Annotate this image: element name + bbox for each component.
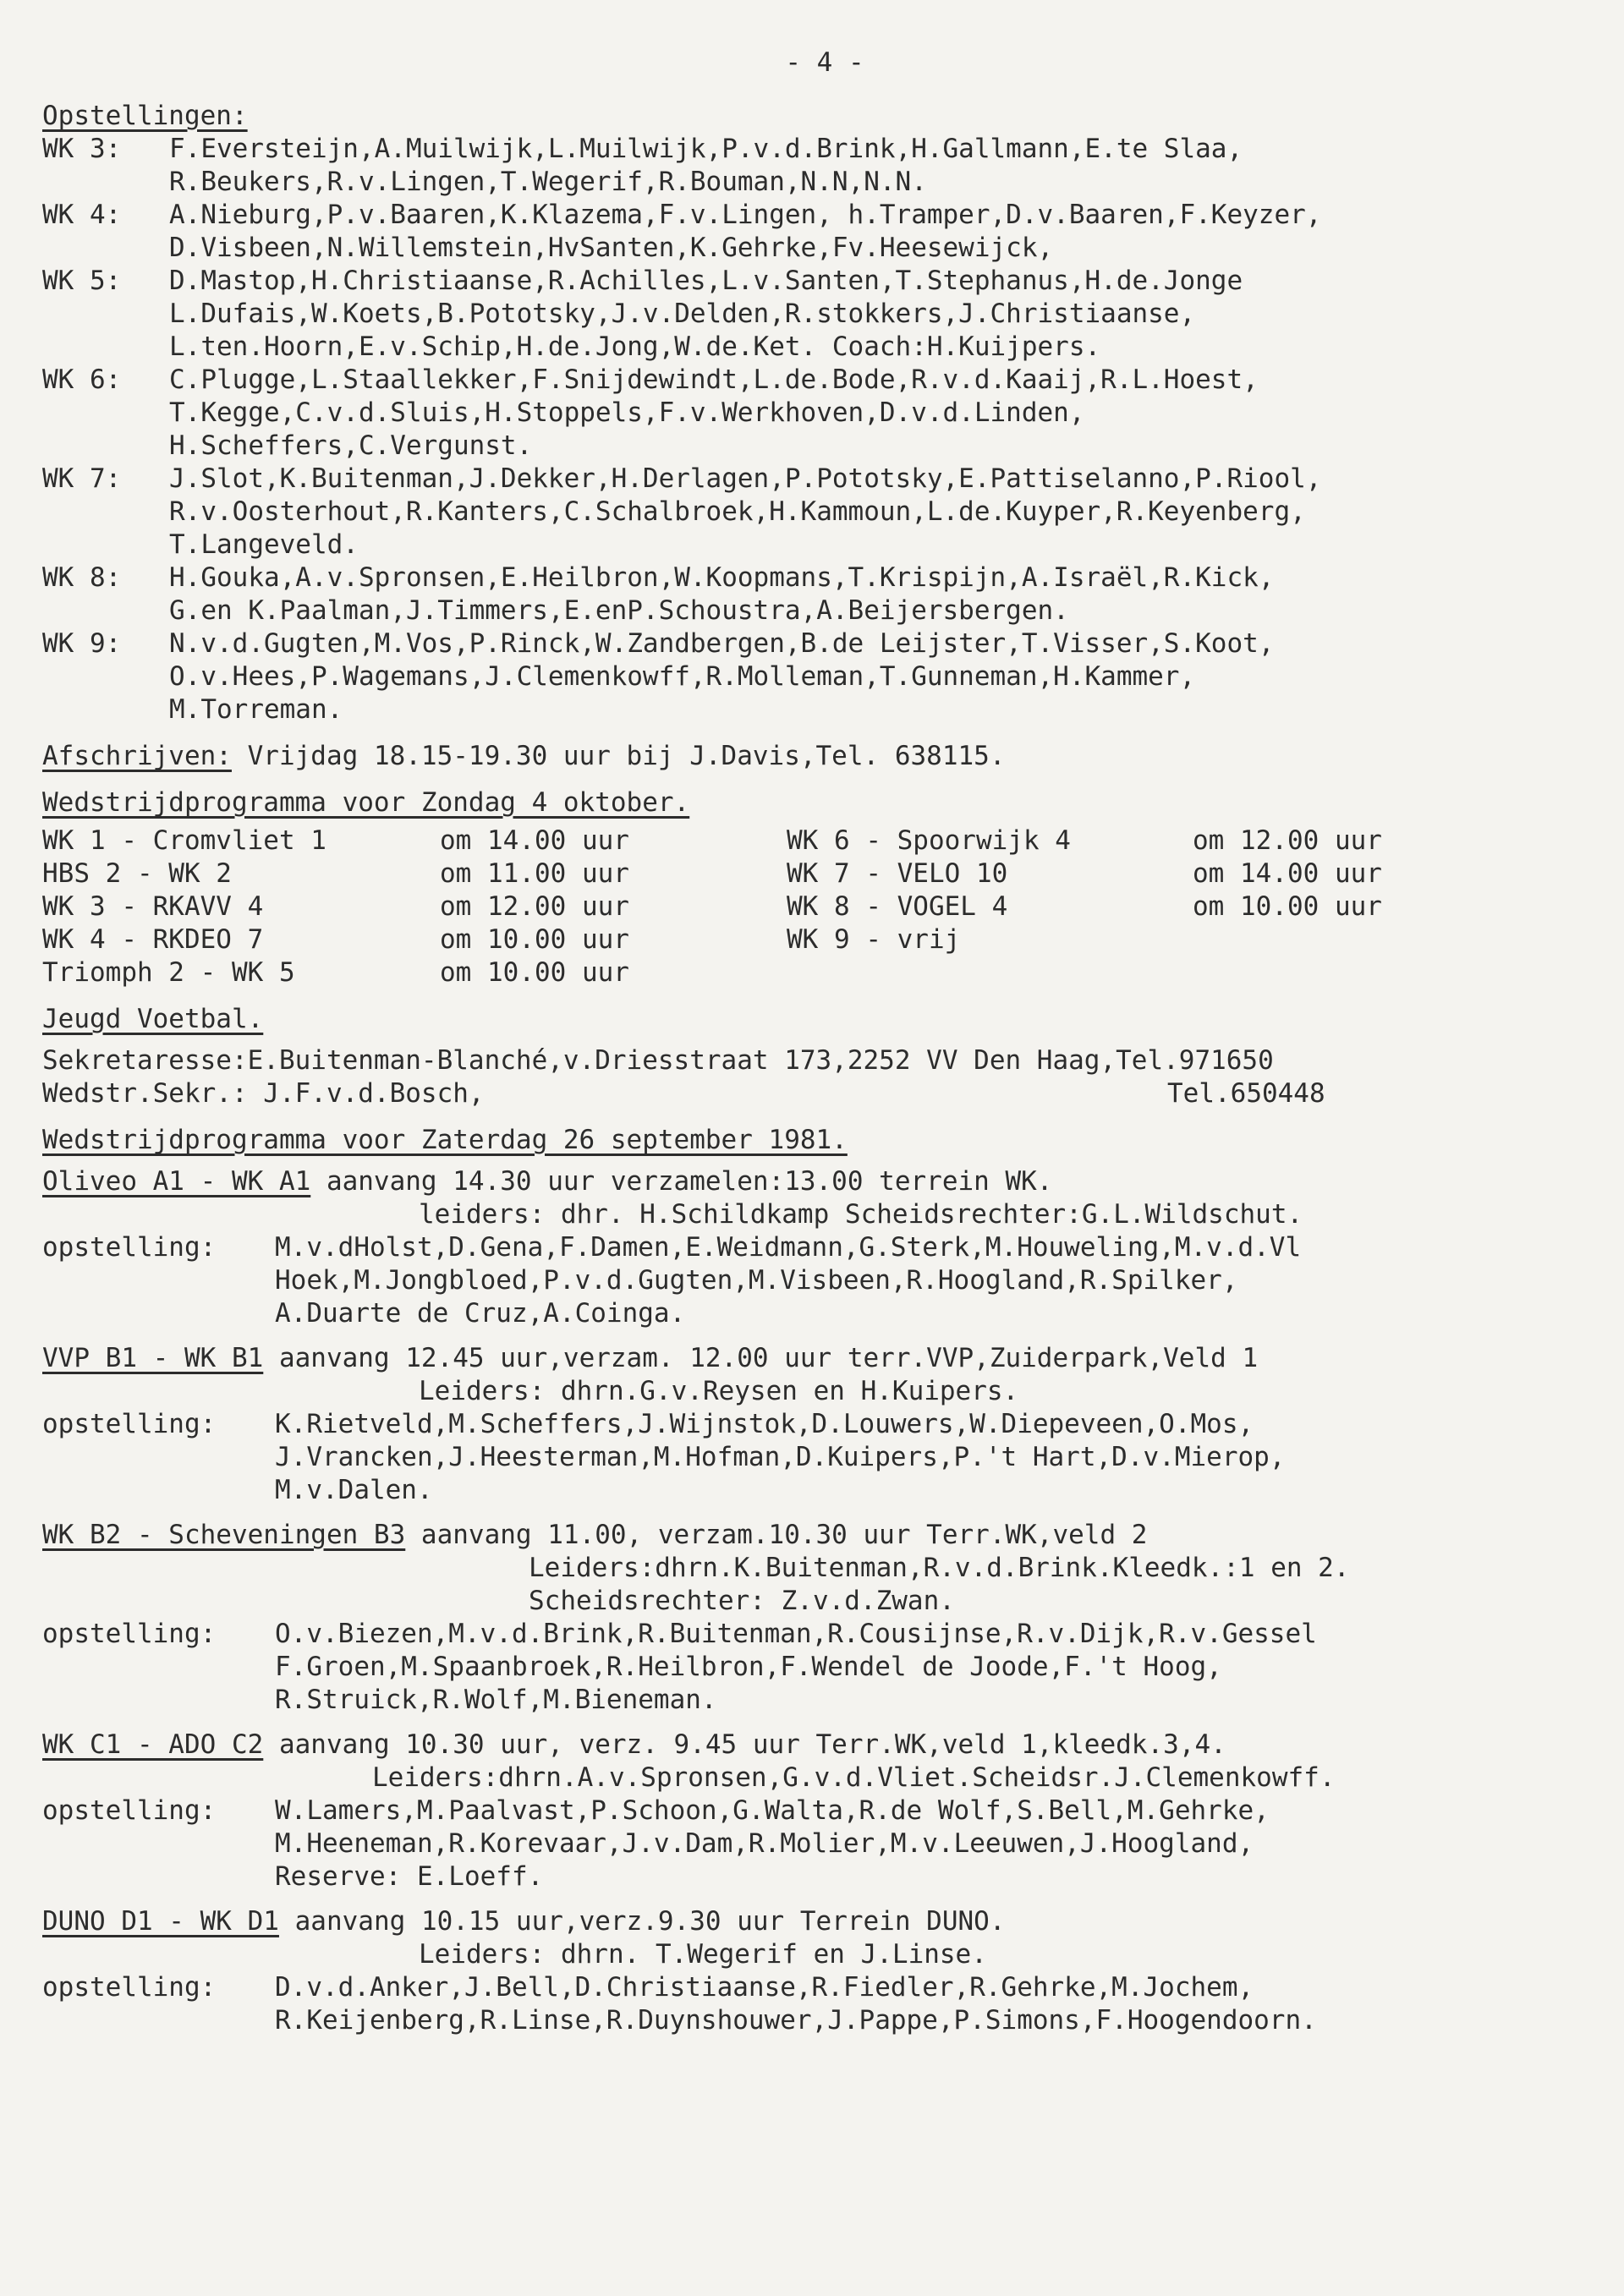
team-players <box>169 133 1607 199</box>
spacer <box>42 1717 1607 1729</box>
youth-match-info: aanvang 12.45 uur,verzam. 12.00 uur terr.VVP,Zuiderpark,Veld 1 <box>263 1343 1259 1373</box>
player-line: D.v.d.Anker,J.Bell,D.Christiaanse,R.Fiedler,R.Gehrke,M.Jochem, <box>275 1972 1254 2003</box>
fixture-row <box>787 890 1382 923</box>
youth-match-info: aanvang 10.15 uur,verz.9.30 uur Terrein DUNO. <box>278 1906 1006 1937</box>
fixture-time: om 14.00 uur <box>1193 858 1382 889</box>
player-line: L.Dufais,W.Koets,B.Pototsky,J.v.Delden,R.stokkers,J.Christiaanse, <box>169 299 1196 329</box>
senior-program-right-column <box>787 825 1382 989</box>
player-line: A.Nieburg,P.v.Baaren,K.Klazema,F.v.Lingen, h.Tramper,D.v.Baaren,F.Keyzer, <box>169 200 1322 230</box>
youth-match-block <box>42 1717 1607 1893</box>
youth-match-info: aanvang 10.30 uur, verz. 9.45 uur Terr.WK,veld 1,kleedk.3,4. <box>263 1729 1226 1760</box>
youth-match-teams: Oliveo A1 - WK A1 <box>42 1166 311 1197</box>
fixture-row <box>42 923 787 956</box>
jeugd-secretary-line: Sekretaresse:E.Buitenman-Blanché,v.Driesstraat 173,2252 VV Den Haag,Tel.971650 <box>42 1045 1274 1076</box>
team-players <box>169 265 1607 364</box>
youth-match-header <box>42 1342 1607 1375</box>
youth-lineup <box>42 1618 1607 1717</box>
team-lineup <box>42 199 1607 265</box>
youth-matches <box>42 1165 1607 2037</box>
youth-lineup <box>42 1971 1607 2037</box>
team-label: WK 4: <box>42 200 122 230</box>
fixture-teams: Triomph 2 - WK 5 <box>42 957 295 988</box>
player-line: J.Slot,K.Buitenman,J.Dekker,H.Derlagen,P.Pototsky,E.Pattiselanno,P.Riool, <box>169 463 1322 494</box>
youth-players <box>275 1795 1607 1893</box>
youth-match-officials: Scheidsrechter: Z.v.d.Zwan. <box>529 1586 955 1616</box>
youth-match-officials: Leiders: dhrn. T.Wegerif en J.Linse. <box>419 1939 987 1970</box>
fixture-teams: WK 3 - RKAVV 4 <box>42 891 264 922</box>
youth-match-teams: WK C1 - ADO C2 <box>42 1729 264 1760</box>
youth-players <box>275 1408 1607 1507</box>
fixture-teams: WK 4 - RKDEO 7 <box>42 924 264 955</box>
opstelling-label: opstelling: <box>42 1795 217 1826</box>
player-line: R.Struick,R.Wolf,M.Bieneman. <box>275 1685 717 1715</box>
youth-match-header <box>42 1729 1607 1762</box>
youth-match-header <box>42 1905 1607 1938</box>
youth-lineup <box>42 1408 1607 1507</box>
team-label: WK 3: <box>42 134 122 164</box>
team-lineup <box>42 133 1607 199</box>
fixture-time: om 10.00 uur <box>440 957 629 988</box>
fixture-row <box>787 858 1382 890</box>
opstelling-label: opstelling: <box>42 1619 217 1649</box>
fixture-teams: WK 9 - vrij <box>787 924 961 955</box>
team-label: WK 9: <box>42 628 122 659</box>
document-page <box>42 47 1607 2037</box>
fixture-time: om 11.00 uur <box>440 858 629 889</box>
player-line: F.Groen,M.Spaanbroek,R.Heilbron,F.Wendel de Joode,F.'t Hoog, <box>275 1652 1222 1682</box>
youth-lineup <box>42 1231 1607 1330</box>
team-players <box>169 562 1607 627</box>
player-line: M.v.Dalen. <box>275 1475 433 1505</box>
fixture-row <box>787 825 1382 858</box>
youth-match-teams: DUNO D1 - WK D1 <box>42 1906 279 1937</box>
player-line: K.Rietveld,M.Scheffers,J.Wijnstok,D.Louwers,W.Diepeveen,O.Mos, <box>275 1409 1254 1439</box>
team-lineup <box>42 562 1607 627</box>
fixture-time: om 12.00 uur <box>440 891 629 922</box>
youth-match-block <box>42 1330 1607 1507</box>
team-players <box>169 463 1607 562</box>
opstelling-label: opstelling: <box>42 1232 217 1263</box>
fixture-teams: WK 1 - Cromvliet 1 <box>42 825 326 856</box>
spacer <box>42 1507 1607 1519</box>
youth-players <box>275 1231 1607 1330</box>
player-line: R.v.Oosterhout,R.Kanters,C.Schalbroek,H.Kammoun,L.de.Kuyper,R.Keyenberg, <box>169 496 1306 527</box>
youth-match-info: aanvang 11.00, verzam.10.30 uur Terr.WK,veld 2 <box>405 1520 1148 1550</box>
fixture-teams: WK 8 - VOGEL 4 <box>787 891 1008 922</box>
youth-match-info: aanvang 14.30 uur verzamelen:13.00 terrein WK. <box>310 1166 1053 1197</box>
player-line: M.Heeneman,R.Korevaar,J.v.Dam,R.Molier,M.v.Leeuwen,J.Hoogland, <box>275 1828 1254 1859</box>
senior-program-table <box>42 825 1607 989</box>
senior-program-heading: Wedstrijdprogramma voor Zondag 4 oktober. <box>42 787 690 818</box>
spacer <box>42 1893 1607 1905</box>
player-line: Hoek,M.Jongbloed,P.v.d.Gugten,M.Visbeen,R.Hoogland,R.Spilker, <box>275 1265 1238 1296</box>
afschrijven-text: Vrijdag 18.15-19.30 uur bij J.Davis,Tel. 638115. <box>231 741 1006 771</box>
team-players <box>169 364 1607 463</box>
jeugd-wedstr-phone: Tel.650448 <box>1167 1078 1325 1109</box>
senior-program-section <box>42 786 1607 989</box>
player-line: O.v.Biezen,M.v.d.Brink,R.Buitenman,R.Cousijnse,R.v.Dijk,R.v.Gessel <box>275 1619 1317 1649</box>
youth-match-officials: Leiders: dhrn.G.v.Reysen en H.Kuipers. <box>419 1376 1019 1406</box>
player-line: O.v.Hees,P.Wagemans,J.Clemenkowff,R.Molleman,T.Gunneman,H.Kammer, <box>169 661 1196 692</box>
youth-match-officials: leiders: dhr. H.Schildkamp Scheidsrechter:G.L.Wildschut. <box>419 1199 1303 1230</box>
jeugd-section <box>42 1003 1607 1110</box>
youth-players <box>275 1618 1607 1717</box>
player-line: T.Kegge,C.v.d.Sluis,H.Stoppels,F.v.Werkhoven,D.v.d.Linden, <box>169 397 1085 428</box>
player-line: D.Mastop,H.Christiaanse,R.Achilles,L.v.Santen,T.Stephanus,H.de.Jonge <box>169 266 1243 296</box>
player-line: M.v.dHolst,D.Gena,F.Damen,E.Weidmann,G.Sterk,M.Houweling,M.v.d.Vl <box>275 1232 1302 1263</box>
fixture-row <box>787 923 1382 956</box>
youth-match-officials: Leiders:dhrn.A.v.Spronsen,G.v.d.Vliet.Scheidsr.J.Clemenkowff. <box>372 1762 1336 1793</box>
player-line: G.en K.Paalman,J.Timmers,E.enP.Schoustra,A.Beijersbergen. <box>169 595 1069 626</box>
youth-program-section <box>42 1124 1607 2037</box>
player-line: A.Duarte de Cruz,A.Coinga. <box>275 1298 686 1329</box>
opstellingen-heading: Opstellingen: <box>42 101 248 131</box>
team-players <box>169 627 1607 726</box>
player-line: M.Torreman. <box>169 694 343 725</box>
team-lineups <box>42 133 1607 726</box>
player-line: F.Eversteijn,A.Muilwijk,L.Muilwijk,P.v.d.Brink,H.Gallmann,E.te Slaa, <box>169 134 1243 164</box>
player-line: N.v.d.Gugten,M.Vos,P.Rinck,W.Zandbergen,B.de Leijster,T.Visser,S.Koot, <box>169 628 1275 659</box>
youth-match-block <box>42 1893 1607 2037</box>
team-label: WK 8: <box>42 562 122 593</box>
team-players <box>169 199 1607 265</box>
fixture-time: om 10.00 uur <box>1193 891 1382 922</box>
team-lineup <box>42 265 1607 364</box>
youth-match-block <box>42 1165 1607 1330</box>
youth-match-block <box>42 1507 1607 1717</box>
fixture-row <box>42 825 787 858</box>
team-label: WK 5: <box>42 266 122 296</box>
player-line: J.Vrancken,J.Heesterman,M.Hofman,D.Kuipers,P.'t Hart,D.v.Mierop, <box>275 1442 1286 1472</box>
team-lineup <box>42 463 1607 562</box>
jeugd-wedstr-secretary: Wedstr.Sekr.: J.F.v.d.Bosch, <box>42 1078 485 1109</box>
youth-match-teams: WK B2 - Scheveningen B3 <box>42 1520 406 1550</box>
fixture-teams: HBS 2 - WK 2 <box>42 858 232 889</box>
player-line: D.Visbeen,N.Willemstein,HvSanten,K.Gehrke,Fv.Heesewijck, <box>169 233 1054 263</box>
youth-match-header <box>42 1165 1607 1198</box>
opstelling-label: opstelling: <box>42 1409 217 1439</box>
team-lineup <box>42 364 1607 463</box>
fixture-time: om 14.00 uur <box>440 825 629 856</box>
opstelling-label: opstelling: <box>42 1972 217 2003</box>
fixture-row <box>42 858 787 890</box>
fixture-row <box>42 890 787 923</box>
spacer <box>42 1330 1607 1342</box>
player-line: H.Scheffers,C.Vergunst. <box>169 430 533 461</box>
youth-program-heading: Wedstrijdprogramma voor Zaterdag 26 september 1981. <box>42 1125 848 1155</box>
opstellingen-section <box>42 100 1607 726</box>
jeugd-wedstr-line <box>42 1077 1607 1110</box>
youth-match-header <box>42 1519 1607 1552</box>
player-line: T.Langeveld. <box>169 529 359 560</box>
senior-program-left-column <box>42 825 787 989</box>
youth-lineup <box>42 1795 1607 1893</box>
afschrijven-line <box>42 740 1607 773</box>
team-label: WK 6: <box>42 364 122 395</box>
player-line: Reserve: E.Loeff. <box>275 1861 544 1892</box>
youth-match-teams: VVP B1 - WK B1 <box>42 1343 264 1373</box>
youth-players <box>275 1971 1607 2037</box>
afschrijven-label: Afschrijven: <box>42 741 232 771</box>
page-number: - 4 - <box>785 47 864 78</box>
fixture-teams: WK 6 - Spoorwijk 4 <box>787 825 1071 856</box>
fixture-teams: WK 7 - VELO 10 <box>787 858 1008 889</box>
player-line: L.ten.Hoorn,E.v.Schip,H.de.Jong,W.de.Ket. Coach:H.Kuijpers. <box>169 332 1101 362</box>
team-lineup <box>42 627 1607 726</box>
team-label: WK 7: <box>42 463 122 494</box>
player-line: W.Lamers,M.Paalvast,P.Schoon,G.Walta,R.de Wolf,S.Bell,M.Gehrke, <box>275 1795 1270 1826</box>
player-line: H.Gouka,A.v.Spronsen,E.Heilbron,W.Koopmans,T.Krispijn,A.Israël,R.Kick, <box>169 562 1275 593</box>
player-line: R.Keijenberg,R.Linse,R.Duynshouwer,J.Pappe,P.Simons,F.Hoogendoorn. <box>275 2005 1317 2036</box>
player-line: C.Plugge,L.Staallekker,F.Snijdewindt,L.de.Bode,R.v.d.Kaaij,R.L.Hoest, <box>169 364 1259 395</box>
jeugd-heading: Jeugd Voetbal. <box>42 1004 264 1034</box>
youth-match-officials: Leiders:dhrn.K.Buitenman,R.v.d.Brink.Kleedk.:1 en 2. <box>529 1553 1350 1583</box>
fixture-time: om 10.00 uur <box>440 924 629 955</box>
player-line: R.Beukers,R.v.Lingen,T.Wegerif,R.Bouman,N.N,N.N. <box>169 167 927 197</box>
fixture-row <box>42 956 787 989</box>
fixture-time: om 12.00 uur <box>1193 825 1382 856</box>
